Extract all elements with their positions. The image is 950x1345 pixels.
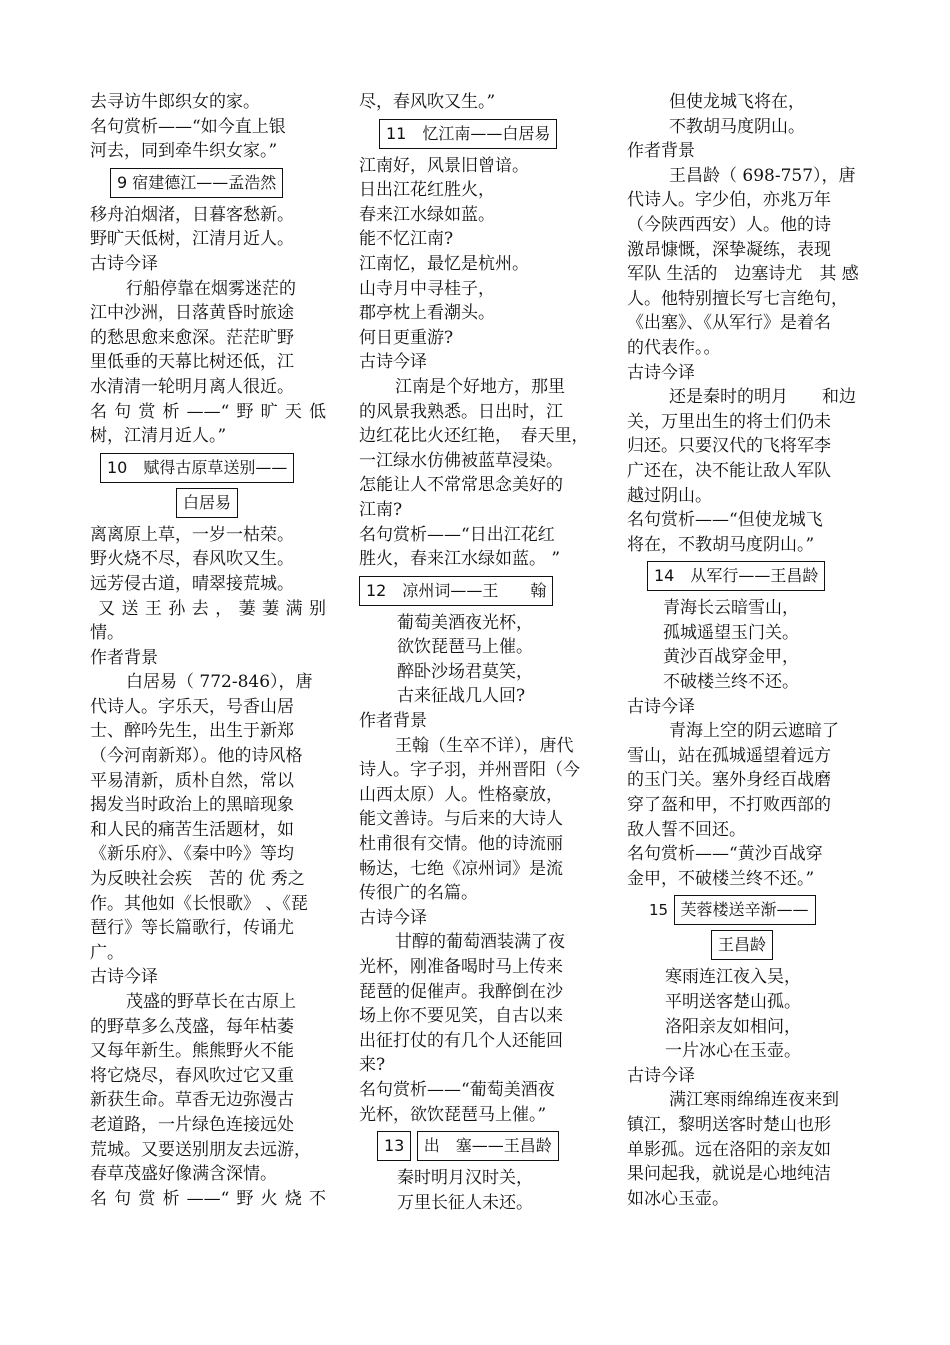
poem-line: 移舟泊烟渚，日暮客愁新。 bbox=[90, 204, 294, 225]
poem-line: 江南忆，最忆是杭州。 bbox=[359, 253, 529, 274]
section-label: 古诗今译 bbox=[627, 362, 695, 383]
text-line: 白居易（ 772-846），唐 bbox=[126, 672, 313, 693]
text-line: 《出塞》、《从军行》是着名 bbox=[627, 313, 831, 334]
text-line: 越过阴山。 bbox=[627, 485, 712, 506]
poem-line: 欲饮琵琶马上催。 bbox=[397, 637, 533, 658]
poem-line: 江南好，风景旧曾谙。 bbox=[359, 155, 529, 176]
text-line: 名句赏析——“黄沙百战穿 bbox=[627, 844, 823, 865]
column-1 bbox=[90, 90, 326, 1211]
poem-heading-10-author: 白居易 bbox=[176, 488, 238, 518]
text-line: 胜火，春来江水绿如蓝。 ” bbox=[359, 549, 561, 570]
text-line: 怎能让人不常常思念美好的 bbox=[359, 475, 563, 496]
text-line: 山西太原）人。性格豪放， bbox=[359, 784, 563, 805]
poem-line: 情。 bbox=[90, 623, 124, 644]
text-line: 雪山，站在孤城遥望着远方 bbox=[627, 745, 831, 766]
text-line: 王翰（生卒不详），唐代 bbox=[395, 735, 574, 756]
text-line: （今河南新郑）。他的诗风格 bbox=[90, 746, 303, 767]
poem-line: 黄沙百战穿金甲， bbox=[663, 647, 799, 668]
poem-heading-9: 9 宿建德江——孟浩然 bbox=[110, 168, 283, 198]
text-line: 行船停靠在烟雾迷茫的 bbox=[126, 278, 296, 299]
column-3 bbox=[627, 90, 863, 1211]
poem-heading-15: 芙蓉楼送辛渐—— bbox=[674, 895, 816, 925]
text-line: 人。他特别擅长写七言绝句， bbox=[627, 288, 848, 309]
text-line: 广还在，决不能让敌人军队 bbox=[627, 460, 831, 481]
text-line: 琶行》等长篇歌行，传诵尤 bbox=[90, 918, 294, 939]
section-label: 作者背景 bbox=[627, 141, 695, 162]
text-line: 甘醇的葡萄酒装满了夜 bbox=[395, 932, 565, 953]
poem-heading-12: 12 凉州词——王 翰 bbox=[359, 576, 553, 606]
section-label: 古诗今译 bbox=[627, 1065, 695, 1086]
poem-line: 一片冰心在玉壶。 bbox=[665, 1041, 801, 1062]
text-line: 和人民的痛苦生活题材，如 bbox=[90, 819, 294, 840]
poem-line: 山寺月中寻桂子， bbox=[359, 278, 495, 299]
poem-heading-13: 出 塞——王昌龄 bbox=[417, 1131, 559, 1161]
text-line: 揭发当时政治上的黑暗现象 bbox=[90, 795, 294, 816]
text-line: 名句赏析——“野旷天低 bbox=[90, 401, 326, 422]
text-line: 名句赏析——“葡萄美酒夜 bbox=[359, 1079, 555, 1100]
poem-line: 青海长云暗雪山， bbox=[663, 598, 799, 619]
poem-line: 郡亭枕上看潮头。 bbox=[359, 303, 495, 324]
text-line: 江中沙洲，日落黄昏时旅途 bbox=[90, 303, 294, 324]
text-line: 还是秦时的明月 和边 bbox=[669, 387, 856, 408]
text-line: 满江寒雨绵绵连夜来到 bbox=[669, 1090, 839, 1111]
text-line: 青海上空的阴云遮暗了 bbox=[669, 721, 839, 742]
poem-line: 孤城遥望玉门关。 bbox=[663, 622, 799, 643]
poem-line: 秦时明月汉时关， bbox=[397, 1168, 533, 1189]
section-label: 古诗今译 bbox=[359, 907, 427, 928]
poem-heading-15-number: 15 bbox=[649, 901, 669, 920]
poem-line: 但使龙城飞将在， bbox=[669, 92, 805, 112]
text-line: 杜甫很有交情。他的诗流丽 bbox=[359, 834, 563, 855]
text-line: 关，万里出生的将士们仍未 bbox=[627, 411, 831, 432]
poem-line: 洛阳亲友如相问， bbox=[665, 1016, 801, 1037]
text-line: 新获生命。草香无边弥漫古 bbox=[90, 1090, 294, 1111]
text-line: 名句赏析——“但使龙城飞 bbox=[627, 510, 823, 531]
text-line: 广。 bbox=[90, 942, 124, 963]
text-line: 将在，不教胡马度阴山。” bbox=[627, 534, 815, 555]
text-line: 去寻访牛郎织女的家。 bbox=[90, 92, 260, 112]
text-line: 为反映社会疾 苦的 优 秀之 bbox=[90, 869, 305, 890]
text-line: （今陕西西安）人。他的诗 bbox=[627, 214, 831, 235]
poem-heading-11: 11 忆江南——白居易 bbox=[379, 119, 557, 149]
text-line: 能文善诗。与后来的大诗人 bbox=[359, 809, 563, 830]
text-line: 江南是个好地方，那里 bbox=[395, 376, 565, 397]
text-line: 镇江，黎明送客时楚山也形 bbox=[627, 1114, 831, 1135]
text-line: 穿了盔和甲，不打败西部的 bbox=[627, 795, 831, 816]
text-line: 茂盛的野草长在古原上 bbox=[126, 992, 296, 1012]
poem-line: 醉卧沙场君莫笑， bbox=[397, 661, 533, 682]
text-line: 单影孤。远在洛阳的亲友如 bbox=[627, 1139, 831, 1160]
text-line: 金甲，不破楼兰终不还。” bbox=[627, 868, 815, 889]
text-line: 一江绿水仿佛被蓝草浸染。 bbox=[359, 450, 563, 471]
text-line: 敌人誓不回还。 bbox=[627, 819, 746, 840]
text-line: 士、醉吟先生，出生于新郑 bbox=[90, 721, 294, 742]
text-line: 水清清一轮明月离人很近。 bbox=[90, 376, 294, 397]
text-line: 里低垂的天幕比树还低，江 bbox=[90, 352, 294, 373]
text-line: 光杯，欲饮琵琶马上催。” bbox=[359, 1104, 547, 1125]
text-line: 畅达，七绝《凉州词》是流 bbox=[359, 858, 563, 879]
text-line: 春草茂盛好像满含深情。 bbox=[90, 1164, 277, 1185]
text-line: 名句赏析——“日出江花红 bbox=[359, 524, 555, 545]
text-line: 尽，春风吹又生。” bbox=[359, 92, 496, 112]
poem-line: 远芳侵古道，晴翠接荒城。 bbox=[90, 573, 294, 594]
section-label: 古诗今译 bbox=[90, 253, 158, 274]
text-line: 的代表作。。 bbox=[627, 337, 721, 358]
poem-heading-13-number: 13 bbox=[377, 1131, 411, 1161]
text-line: 如冰心玉壶。 bbox=[627, 1188, 729, 1209]
poem-line: 古来征战几人回? bbox=[397, 686, 526, 707]
poem-line: 万里长征人未还。 bbox=[397, 1192, 533, 1213]
text-line: 军队 生活的 边塞诗尤 其 感 bbox=[627, 264, 859, 285]
text-line: 琵琶的促催声。我醉倒在沙 bbox=[359, 981, 563, 1002]
column-2 bbox=[359, 90, 591, 1215]
section-label: 古诗今译 bbox=[359, 352, 427, 373]
text-line: 来? bbox=[359, 1055, 386, 1076]
poem-line: 又送王孙去，萋萋满别 bbox=[98, 598, 326, 619]
poem-line: 葡萄美酒夜光杯， bbox=[397, 612, 533, 633]
text-line: 名句赏析——“野火烧不 bbox=[90, 1188, 326, 1209]
section-label: 古诗今译 bbox=[90, 967, 158, 988]
section-label: 作者背景 bbox=[90, 647, 158, 668]
text-line: 作。其他如《长恨歌》 、《琵 bbox=[90, 893, 308, 914]
text-line: 平易清新，质朴自然，常以 bbox=[90, 770, 294, 791]
poem-heading-10: 10 赋得古原草送别—— bbox=[100, 453, 294, 483]
section-label: 古诗今译 bbox=[627, 696, 695, 717]
text-line: 场上你不要见笑，自古以来 bbox=[359, 1006, 563, 1027]
text-line: 河去，同到牵牛织女家。” bbox=[90, 141, 278, 162]
text-line: 传很广的名篇。 bbox=[359, 883, 478, 904]
text-line: 边红花比火还红艳， 春天里， bbox=[359, 426, 589, 447]
poem-line: 何日更重游? bbox=[359, 327, 454, 348]
text-line: 的愁思愈来愈深。茫茫旷野 bbox=[90, 327, 294, 348]
text-line: 果问起我，就说是心地纯洁 bbox=[627, 1164, 831, 1185]
text-line: 的野草多么茂盛，每年枯萎 bbox=[90, 1016, 294, 1037]
text-line: 激昂慷慨，深挚凝练，表现 bbox=[627, 239, 831, 260]
text-line: 老道路，一片绿色连接远处 bbox=[90, 1114, 294, 1135]
poem-line: 离离原上草，一岁一枯荣。 bbox=[90, 524, 294, 545]
poem-line: 春来江水绿如蓝。 bbox=[359, 204, 495, 225]
text-line: 光杯，刚准备喝时马上传来 bbox=[359, 957, 563, 977]
poem-line: 野旷天低树，江清月近人。 bbox=[90, 229, 294, 250]
poem-line: 平明送客楚山孤。 bbox=[665, 992, 801, 1012]
section-label: 作者背景 bbox=[359, 711, 427, 732]
text-line: 出征打仗的有几个人还能回 bbox=[359, 1030, 563, 1051]
poem-heading-15-author: 王昌龄 bbox=[711, 930, 773, 960]
poem-line: 不教胡马度阴山。 bbox=[669, 116, 805, 137]
text-line: 江南? bbox=[359, 499, 403, 520]
text-line: 的玉门关。塞外身经百战磨 bbox=[627, 770, 831, 791]
text-line: 又每年新生。熊熊野火不能 bbox=[90, 1041, 294, 1062]
poem-heading-14: 14 从军行——王昌龄 bbox=[647, 561, 825, 591]
poem-line: 寒雨连江夜入吴， bbox=[665, 967, 801, 988]
poem-line: 能不忆江南? bbox=[359, 229, 454, 250]
text-line: 名句赏析——“如今直上银 bbox=[90, 116, 286, 137]
text-line: 王昌龄（ 698-757），唐 bbox=[669, 165, 856, 186]
text-line: 《新乐府》、《秦中吟》等均 bbox=[90, 844, 294, 865]
text-line: 代诗人。字少伯，亦兆万年 bbox=[627, 190, 831, 211]
poem-line: 不破楼兰终不还。 bbox=[663, 672, 799, 693]
text-line: 树，江清月近人。” bbox=[90, 426, 227, 447]
text-line: 荒城。又要送别朋友去远游， bbox=[90, 1139, 311, 1160]
poem-line: 野火烧不尽，春风吹又生。 bbox=[90, 549, 294, 570]
text-line: 将它烧尽，春风吹过它又重 bbox=[90, 1065, 294, 1086]
text-line: 的风景我熟悉。日出时，江 bbox=[359, 401, 563, 422]
text-line: 诗人。字子羽，并州晋阳（今 bbox=[359, 760, 580, 781]
text-line: 归还。只要汉代的飞将军李 bbox=[627, 436, 831, 457]
text-line: 代诗人。字乐天，号香山居 bbox=[90, 696, 294, 717]
poem-line: 日出江花红胜火， bbox=[359, 180, 495, 201]
